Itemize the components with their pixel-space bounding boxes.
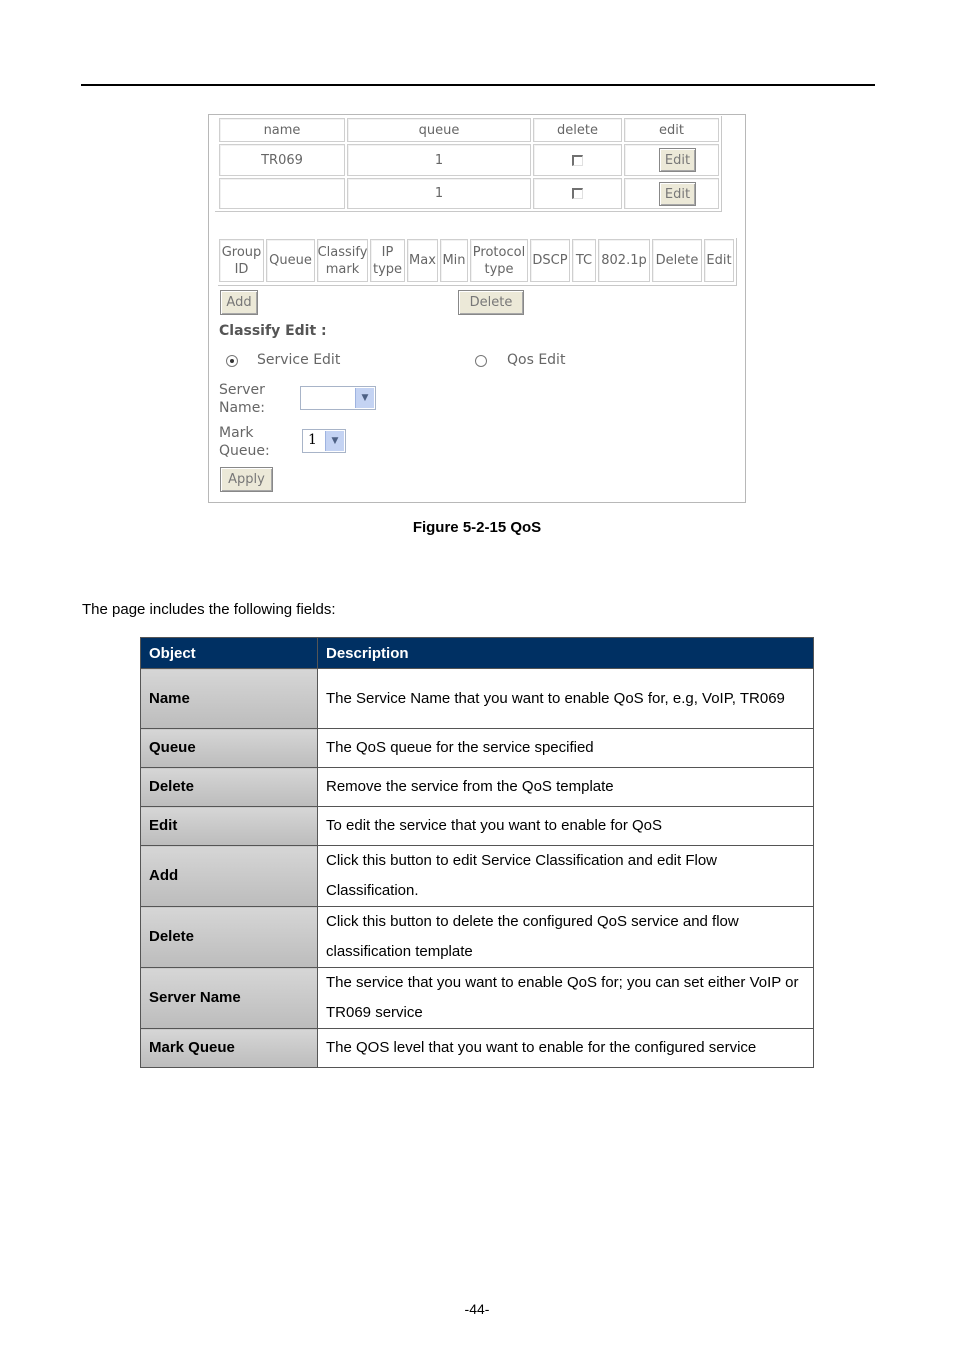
mark-queue-value: 1	[308, 432, 317, 448]
header-description: Description	[318, 638, 814, 669]
table-row	[141, 1029, 814, 1068]
server-name-label: Server Name:	[219, 382, 266, 416]
service-edit-label: Service Edit	[257, 352, 341, 368]
classify-header-tc: TC	[572, 239, 596, 282]
delete-button[interactable]: Delete	[458, 290, 524, 315]
service-row-1-queue: 1	[347, 144, 531, 176]
service-header-name: name	[219, 118, 345, 142]
table-row	[141, 846, 814, 907]
fields-header-row	[141, 638, 814, 669]
table-row	[141, 807, 814, 846]
service-table	[215, 116, 722, 212]
service-row-2-queue: 1	[347, 178, 531, 209]
classify-header-8021p: 802.1p	[598, 239, 650, 282]
service-header-edit: edit	[624, 118, 719, 142]
service-edit-radio[interactable]	[226, 355, 238, 367]
intro-text: The page includes the following fields:	[82, 601, 336, 618]
classify-header-delete: Delete	[652, 239, 702, 282]
service-row-1-delete-checkbox[interactable]	[572, 155, 583, 166]
apply-button[interactable]: Apply	[220, 467, 273, 492]
classify-header-queue: Queue	[266, 239, 315, 282]
header-rule	[81, 84, 875, 86]
header-object: Object	[141, 638, 318, 669]
classify-header-max: Max	[407, 239, 438, 282]
object-cell: Queue	[141, 729, 318, 768]
qos-edit-radio[interactable]	[475, 355, 487, 367]
description-cell: The service that you want to enable QoS for; you can set either VoIP or TR069 service	[318, 968, 814, 1029]
object-cell: Mark Queue	[141, 1029, 318, 1068]
description-cell: The QOS level that you want to enable for the configured service	[318, 1029, 814, 1068]
add-button[interactable]: Add	[220, 290, 258, 315]
qos-screenshot	[208, 114, 746, 503]
page-number: -44-	[464, 1301, 490, 1317]
mark-queue-label: Mark Queue:	[219, 425, 270, 459]
service-header-delete: delete	[533, 118, 622, 142]
object-cell: Delete	[141, 768, 318, 807]
service-row-1-delete-cell	[533, 144, 622, 176]
qos-edit-label: Qos Edit	[507, 352, 566, 368]
table-row	[141, 907, 814, 968]
description-cell: Click this button to edit Service Classification and edit Flow Classification.	[318, 846, 814, 907]
object-cell: Edit	[141, 807, 318, 846]
table-row	[141, 669, 814, 729]
service-row-1-edit-button[interactable]: Edit	[659, 148, 696, 172]
description-cell: The QoS queue for the service specified	[318, 729, 814, 768]
object-cell: Server Name	[141, 968, 318, 1029]
classify-header-edit: Edit	[704, 239, 734, 282]
description-cell: Click this button to delete the configured QoS service and flow classification template	[318, 907, 814, 968]
object-cell: Delete	[141, 907, 318, 968]
object-cell: Name	[141, 669, 318, 729]
chevron-down-icon: ▼	[325, 431, 344, 451]
service-header-queue: queue	[347, 118, 531, 142]
table-row	[141, 968, 814, 1029]
classify-header-dscp: DSCP	[530, 239, 570, 282]
classify-header-classify-mark: Classify mark	[317, 239, 368, 282]
classify-header-group-id: Group ID	[219, 239, 264, 282]
table-row	[141, 768, 814, 807]
classification-table	[218, 238, 737, 286]
description-cell: The Service Name that you want to enable QoS for, e.g, VoIP, TR069	[318, 669, 814, 729]
server-name-select[interactable]	[300, 386, 376, 410]
service-row-2-delete-cell	[533, 178, 622, 209]
classify-header-protocol-type: Protocol type	[470, 239, 528, 282]
service-row-2-name	[219, 178, 345, 209]
service-row-2-delete-checkbox[interactable]	[572, 188, 583, 199]
classify-edit-title: Classify Edit :	[219, 323, 327, 339]
service-row-1-name: TR069	[219, 144, 345, 176]
mark-queue-select[interactable]	[302, 429, 346, 453]
description-cell: Remove the service from the QoS template	[318, 768, 814, 807]
figure-caption: Figure 5-2-15 QoS	[412, 519, 542, 536]
classify-header-ip-type: IP type	[370, 239, 405, 282]
object-cell: Add	[141, 846, 318, 907]
service-row-2-edit-button[interactable]: Edit	[659, 182, 696, 206]
fields-table	[140, 637, 814, 1068]
classify-header-min: Min	[440, 239, 468, 282]
table-row	[141, 729, 814, 768]
description-cell: To edit the service that you want to enable for QoS	[318, 807, 814, 846]
chevron-down-icon: ▼	[355, 388, 374, 408]
